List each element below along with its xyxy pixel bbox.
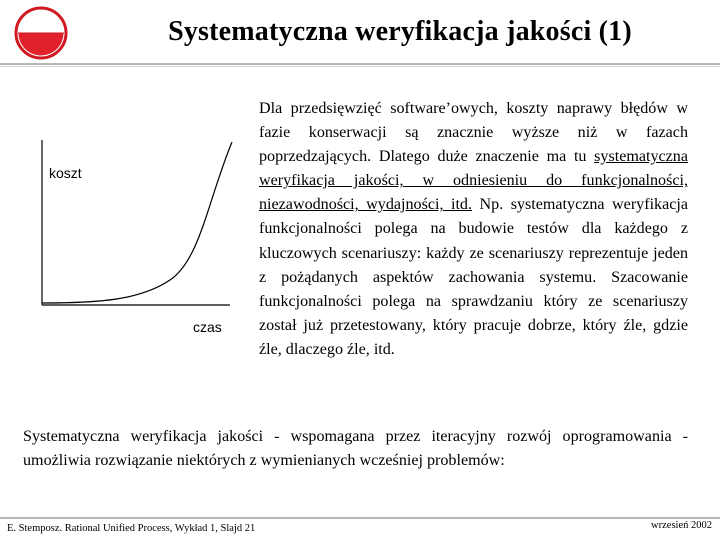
title-divider xyxy=(0,63,720,65)
paragraph-text-start: Dla przedsięwzięć software’owych, koszty naprawy błędów w fazie konserwacji są znacznie wyższe niż w fazach poprzedzających. Dlatego duże znaczenie ma tu xyxy=(259,100,688,166)
underlined-phrase: systematyczna weryfikacja jakości, w odniesieniu do funkcjonalności, niezawodności, wydajności, itd. xyxy=(259,148,688,214)
second-paragraph-text: Systematyczna weryfikacja jakości - wspomagana przez iteracyjny rozwój oprogramowania - umożliwia rozwiązanie niektórych z wymienianych wcześniej problemów: xyxy=(23,428,688,470)
title-divider-thin xyxy=(0,66,720,67)
x-axis-label: czas xyxy=(193,319,222,335)
y-axis-label: koszt xyxy=(49,165,82,181)
main-paragraph xyxy=(259,97,688,362)
page-title: Systematyczna weryfikacja jakości (1) xyxy=(168,16,632,47)
footer-divider xyxy=(0,517,720,519)
footer-date: wrzesień 2002 xyxy=(651,520,712,531)
second-paragraph xyxy=(23,425,688,473)
footer-source: E. Stemposz. Rational Unified Process, Wykład 1, Slajd 21 xyxy=(7,523,256,534)
paragraph-text-end: Np. systematyczna weryfikacja funkcjonalności polega na budowie testów dla każdego z kluczowych scenariuszy: każdy ze scenariuszy reprezentuje jeden z pożądanych aspektów zachowania systemu. Szacowanie funkcjonalności polega na sprawdzaniu który ze scenariuszy został już przetestowany, który pracuje dobrze, który źle, gdzie źle, dlaczego źle, itd. xyxy=(259,196,689,358)
